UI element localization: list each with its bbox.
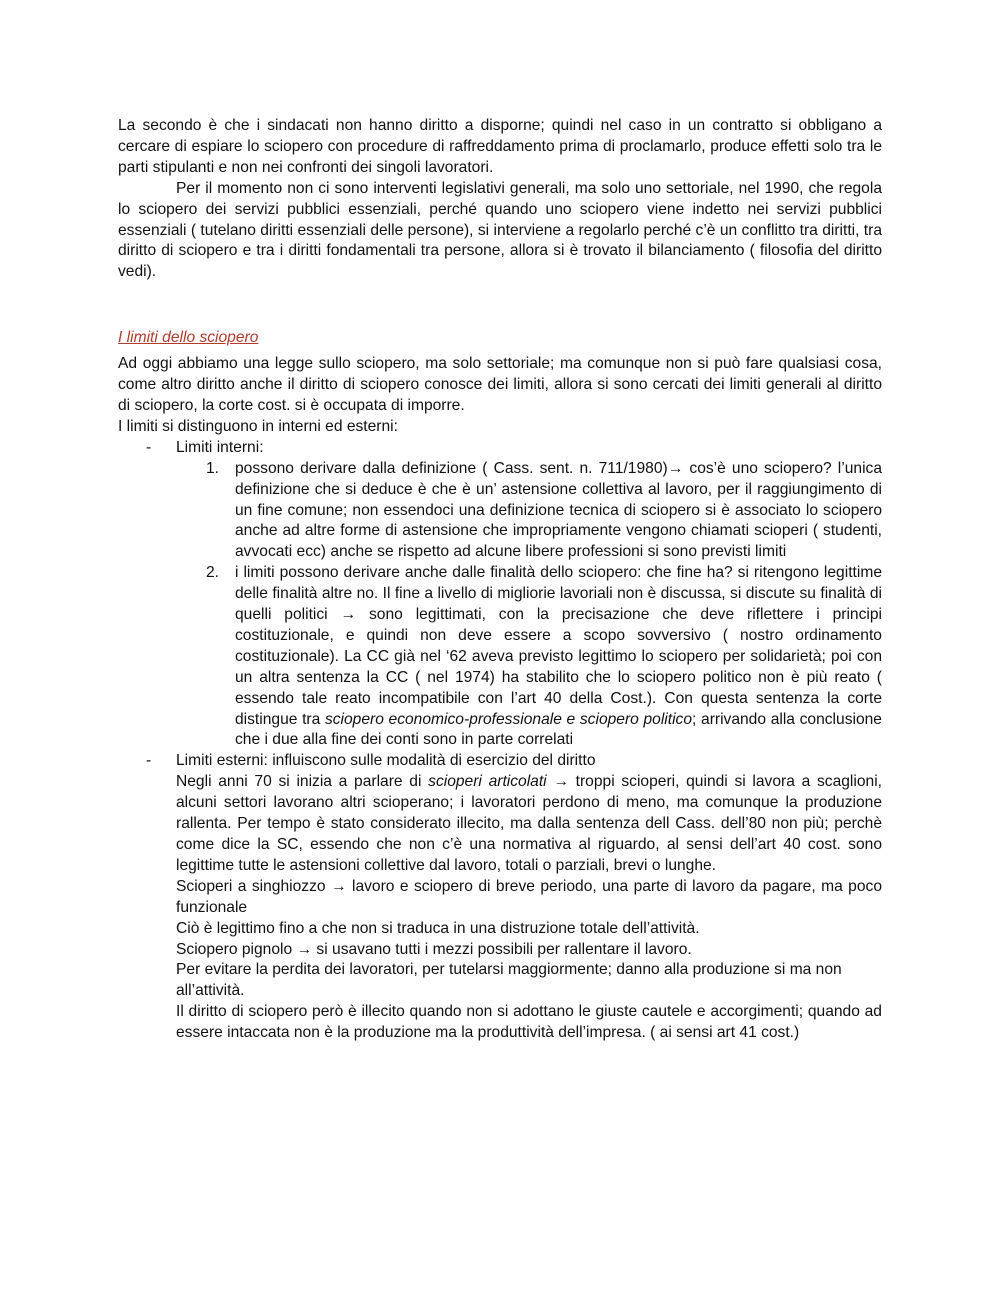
internal-limits-item: [118, 438, 882, 459]
external-limits-label: Limiti esterni: influiscono sulle modalità di esercizio del diritto: [176, 752, 596, 770]
internal-limit-2-text-a: i limiti possono derivare anche dalle finalità dello sciopero: che fine ha? si ritengono legittime delle finalità altre no. Il fine a livello di migliorie lavoriali non è discussa, si discute su finalità di quelli politici → sono legittimati, con la precisazione che deve riflettere i principi costituzionale, e quindi non deve essere a scopo sovversivo ( nostro ordinamento costituzionale). La CC già nel ‘62 aveva previsto legittimo lo sciopero per solidarietà; poi con un altra sentenza la CC ( nel 1974) ha stabilito che lo sciopero politico non è più reato ( essendo tale reato incompatibile con l’art 40 della Cost.). Con questa sentenza la corte distingue tra: [235, 564, 882, 728]
list-number: 1.: [206, 459, 220, 477]
internal-limit-2-emphasis: sciopero economico-professionale e sciopero politico: [324, 710, 693, 728]
section-paragraph-1: Ad oggi abbiamo una legge sullo sciopero, ma solo settoriale; ma comunque non si può fare qualsiasi cosa, come altro diritto anche il diritto di sciopero conosce dei limiti, allora si sono cercati dei limiti generali al diritto di sciopero, la corte cost. si è occupata di imporre.: [118, 355, 882, 414]
external-limits-body: [118, 772, 882, 1044]
internal-limit-2: [118, 563, 882, 751]
internal-limit-1-text: possono derivare dalla definizione ( Cass. sent. n. 711/1980)→ cos’è uno sciopero? l’unica definizione che si deduce è che è un’ astensione collettiva al lavoro, per il raggiungimento di un fine comune; non essendoci una definizione tecnica di sciopero si è associato lo sciopero anche ad altre forme di astensione che impropriamente vengono chiamati scioperi ( studenti, avvocati ecc) anche se rispetto ad alcune libere professioni si sono previsti limiti: [235, 459, 882, 561]
external-paragraph-3: Ciò è legittimo fino a che non si traduca in una distruzione totale dell’attività.: [176, 919, 700, 937]
internal-limit-1: [118, 459, 882, 564]
external-paragraph-4: Sciopero pignolo → si usavano tutti i mezzi possibili per rallentare il lavoro.: [176, 940, 692, 958]
internal-limits-label: Limiti interni:: [176, 438, 264, 456]
external-limits-item: [118, 751, 882, 772]
external-paragraph-2: Scioperi a singhiozzo → lavoro e sciopero di breve periodo, una parte di lavoro da pagare, ma poco funzionale: [176, 877, 882, 916]
section-paragraph-2: I limiti si distinguono in interni ed esterni:: [118, 417, 398, 435]
intro-paragraph-1: La secondo è che i sindacati non hanno diritto a disporne; quindi nel caso in un contratto si obbligano a cercare di espiare lo sciopero con procedure di raffreddamento prima di proclamarlo, produce effetti solo tra le parti stipulanti e non nei confronti dei singoli lavoratori.: [118, 117, 882, 176]
internal-limit-2-text-b: ; arrivando alla conclusione che i due alla fine dei conti sono in parte correlati: [235, 710, 882, 749]
external-paragraph-1: [176, 772, 882, 877]
intro-paragraph-2: Per il momento non ci sono interventi legislativi generali, ma solo uno settoriale, nel 1990, che regola lo sciopero dei servizi pubblici essenziali, perché quando uno sciopero viene indetto nei servizi pubblici essenziali ( tutelano diritti essenziali delle persone), si interviene a regolarlo perché c’è un conflitto tra diritti, tra diritto di sciopero e tra i diritti fondamentali tra persone, allora si è trovato il bilanciamento ( filosofia del diritto vedi).: [118, 179, 882, 281]
external-paragraph-5: Per evitare la perdita dei lavoratori, per tutelarsi maggiormente; danno alla produzione si ma non all’attività.: [176, 961, 842, 1000]
external-paragraph-6: Il diritto di sciopero però è illecito quando non si adottano le giuste cautele e accorgimenti; quando ad essere intaccata non è la produzione ma la produttività dell’impresa. ( ai sensi art 41 cost.): [176, 1003, 882, 1042]
external-paragraph-1-a: Negli anni 70 si inizia a parlare di: [176, 773, 429, 791]
list-dash: -: [146, 438, 152, 456]
section-heading: I limiti dello sciopero: [118, 329, 259, 347]
external-paragraph-1-b: → troppi scioperi, quindi si lavora a scaglioni, alcuni settori lavorano altri scioperano; i lavoratori perdono di meno, ma comunque la produzione rallenta. Per tempo è stato considerato illecito, ma dalla sentenza dell Cass. dell’80 non più; perchè come dice la SC, essendo che non c’è una normativa al riguardo, al sensi dell’art 40 cost. sono legittime tutte le astensioni collettive dal lavoro, totali o parziali, brevi o lunghe.: [176, 773, 882, 874]
list-dash: -: [146, 752, 152, 770]
list-number: 2.: [206, 564, 220, 582]
document-page: [118, 116, 882, 1044]
external-paragraph-1-emphasis: scioperi articolati: [428, 773, 547, 791]
